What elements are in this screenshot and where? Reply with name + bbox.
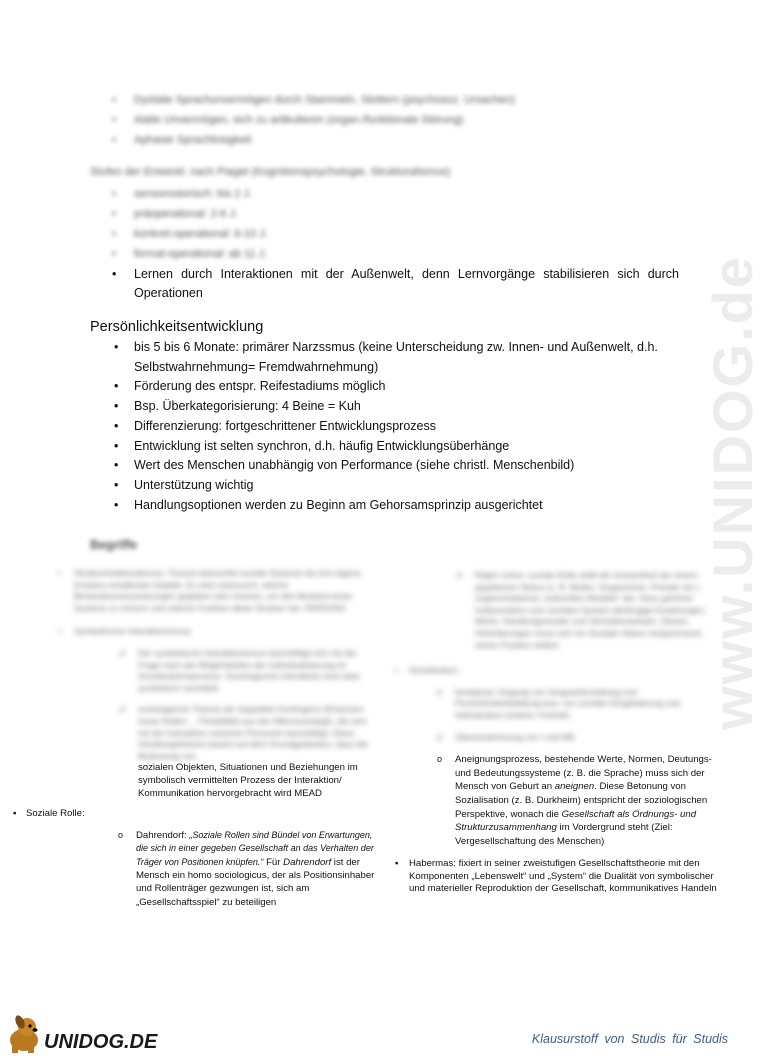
list-item: • Aphasie Sprachlosigkeit [134, 130, 694, 150]
soziale-rolle-text: Soziale Rolle: [26, 808, 85, 820]
aneignung-em2: Gesellschaft als Ordnungs- und Strukturzusammenhang [455, 808, 697, 834]
list-item: • Entwicklung ist selten synchron, d.h. häufig Entwicklungsüberhänge [134, 437, 684, 457]
struktur-text: Strukturfunktionalismus: Theorie betrachtet soziale Systeme als ihre eigene Existenz erhaltende Gebilde. Es wird untersucht, welche Bestandsvoraussetzungen gegeben sein müssen, um den Bestand eines Systems zu sichern und welche Funktion diese Struktur hat. PARSONS [74, 568, 361, 613]
list-item: • konkret-operational: 6-10 J. [134, 224, 694, 244]
dahrendorf-name: Dahrendorf [283, 856, 332, 868]
list-item: • sensomotorisch: bis 2 J. [134, 184, 694, 204]
dahrendorf-item [136, 829, 382, 909]
unidog-logo [0, 1012, 160, 1056]
symb-sub-1: o Der symbolische Interaktionismus beschäftigt sich mit der Frage nach der Möglichkeiten der Individualisierung im Sozialisationsprozess. Soziologische Interaktion wird stets symbolisch vermittelt. [138, 648, 378, 694]
aneignung-em: aneignen [554, 781, 595, 793]
symb-sub-2-blurred: o soziologische Theorie der doppelten Kontingenz (Erkennen neuer Rollen ... Flexibilität) aus der Mikrosoziologie, die sich mit der Interaktion zwischen Personen beschäftigt. Diese Handlungstheorie basiert auf dem Grundgedanken, dass die Bedeutung von [138, 704, 378, 762]
stufen-heading: Stufen der Entwickl. nach Piaget (Kognitionspsychologie, Strukturalismus) [90, 166, 451, 178]
list-item: • Bsp. Überkategorisierung: 4 Beine = Kuh [134, 397, 684, 417]
aneignung-mid: . Diese Betonung von Sozialisation (z. B. Durkheim) entspricht der soziologischen Perspektive, wonach die [455, 781, 708, 820]
watermark: www.UNIDOG.de [701, 254, 764, 730]
habermas-text: Habermas: fixiert in seiner zweistufigen Gesellschaftstheorie mit den Komponenten „Lebenswelt“ und „System“ die Dualität von symbolischer und materieller Reproduktion der Gesellschaft, kommunikatives Handeln [409, 858, 717, 895]
aneignung-lead: Aneignungsprozess, bestehende Werte, Normen, Deutungs- und Bedeutungssysteme (z. B. die Sprache) muss sich der Mensch von Geburt an [455, 754, 712, 793]
list-item: • Wert des Menschen unabhängig von Performance (siehe christl. Menschenbild) [134, 456, 684, 476]
list-item: • formal-operational: ab 11 J. [134, 244, 694, 264]
soz-sub-1: o komplexer Vorgang von Vergesellschaftung und Persönlichkeitsbildung bzw. von sozialer Eingliederung und Individuation (individ. Freiheit) [455, 687, 705, 722]
right-column [395, 570, 715, 896]
list-item: • Alalie Unvermögen, sich zu artikulieren (organ./funktionale Störung) [134, 110, 694, 130]
list-item: • Handlungsoptionen werden zu Beginn am Gehorsamsprinzip ausgerichtet [134, 496, 684, 516]
symb-sub-2-visible: sozialen Objekten, Situationen und Beziehungen im symbolisch vermittelten Prozess der Interaktion/ Kommunikation hervorgebracht wird MEAD [138, 762, 358, 799]
list-item: • Förderung des entspr. Reifestadiums möglich [134, 377, 684, 397]
linton-item: o Ralph Linton: soziale Rolle stellt die Gesamtheit der einem gegebenen Status (z. B. Mutter, Vorgesetzter, Priester etc.) zugeschriebenen „kulturellen Modelle“ dar. Dazu gehören insbesondere vom sozialen System abhängige Erwartungen, Werte, Handlungsmuster und Verhaltensweisen. Diesen Anforderungen muss sich ein Sozialer Akteur entsprechend seiner Position stellen. [475, 570, 715, 651]
symbolisch-text: Symbolischer Interaktionismus [74, 626, 191, 637]
list-item: • präoperational: 2-6 J. [134, 204, 694, 224]
lernen-text: Lernen durch Interaktionen mit der Außenwelt, denn Lernvorgänge stabilisieren sich durch Operationen [134, 267, 679, 300]
dahrendorf-quote: „Soziale Rollen sind Bündel von Erwartungen, die sich in einer gegeben Gesellschaft an das Verhalten der Träger von Positionen knüpfen.“ [136, 829, 374, 867]
blurred-top-list [134, 90, 694, 150]
soziale-rolle-item: ▪ Soziale Rolle: [13, 808, 85, 820]
begriffe-heading: Begriffe [90, 538, 138, 552]
aneignung-rest: im Vordergrund steht (Ziel: Vergesellschaftung des Menschen) [455, 822, 673, 847]
stufen-list [134, 184, 694, 264]
habermas-item: ▪ Habermas: fixiert in seiner zweistufigen Gesellschaftstheorie mit den Komponenten „Lebenswelt“ und „System“ die Dualität von symbolischer und materieller Reproduktion der Gesellschaft, kommunikatives Handeln [395, 858, 717, 895]
lernen-bullet [134, 265, 679, 303]
dahrendorf-lead: Dahrendorf: [136, 829, 190, 841]
persoenlichkeit-list [134, 338, 684, 515]
persoenlichkeit-heading: Persönlichkeitsentwicklung [90, 319, 264, 335]
dahrendorf-mid: Für [263, 856, 284, 868]
symbolisch-item: ▪ Symbolischer Interaktionismus [58, 626, 191, 637]
list-item: • bis 5 bis 6 Monate: primärer Narzssmus (keine Unterscheidung zw. Innen- und Außenwelt, d.h. Selbstwahrnehmung= Fremdwahrnehmung) [134, 338, 684, 377]
aneignung-item [455, 753, 717, 848]
list-item: • Differenzierung: fortgeschrittener Entwicklungsprozess [134, 417, 684, 437]
dog-icon [0, 1012, 160, 1056]
struktur-item: ▪ Strukturfunktionalismus: Theorie betrachtet soziale Systeme als ihre eigene Existenz erhaltende Gebilde. Es wird untersucht, welche Bestandsvoraussetzungen gegeben sein müssen, um den Bestand eines Systems zu sichern und welche Funktion diese Struktur hat. PARSONS [58, 568, 361, 613]
sozialisation-item: ▪ Sozialisation: [395, 665, 460, 676]
footer-slogan: Klausurstoff von Studis für Studis [531, 1032, 728, 1046]
dahrendorf-rest: ist der Mensch ein homo sociologicus, der als Positionsinhaber und Rollenträger gezwungen ist, sich am „Gesellschaftsspiel“ zu beteiligen [136, 856, 375, 908]
left-column [13, 568, 378, 909]
list-item: • Unterstützung wichtig [134, 476, 684, 496]
sozialisation-text: Sozialisation: [409, 665, 460, 676]
logo-text: UNIDOG.DE [44, 1031, 158, 1053]
list-item: • Dyslalie Sprachunvermögen durch Stammeln, Stottern (psychosoz. Ursachen) [134, 90, 694, 110]
soz-sub-2: o Übereinstimmung von I und ME [455, 732, 705, 744]
